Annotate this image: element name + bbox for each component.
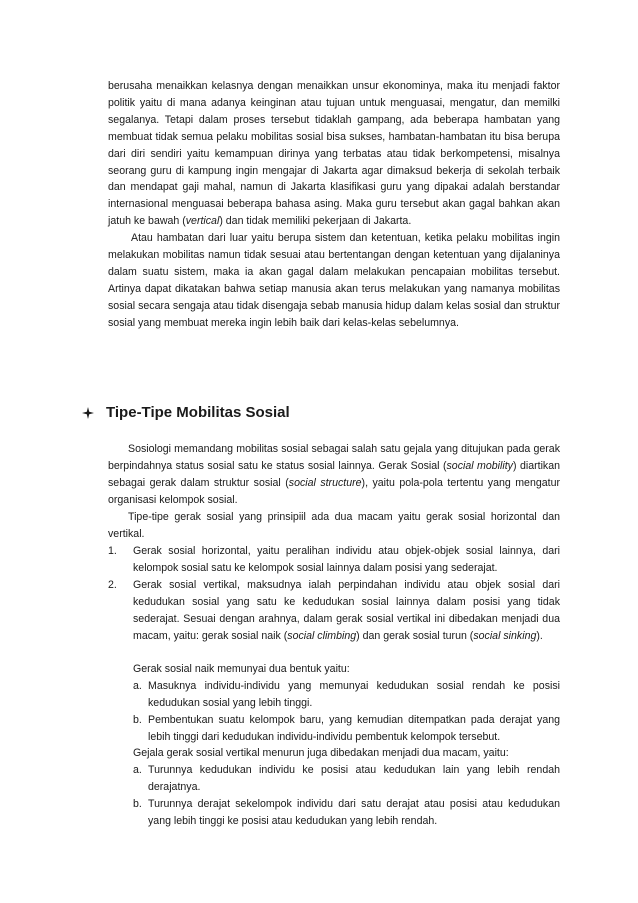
list-number: 1.: [108, 545, 117, 557]
list-item-text: Gerak sosial horizontal, yaitu peralihan individu atau objek-objek sosial lainnya, dari kelompok sosial satu ke kelompok sosial lainnya dalam posisi yang sederajat.: [133, 545, 560, 574]
intro-paragraph-1: berusaha menaikkan kelasnya dengan menaikkan unsur ekonominya, maka itu menjadi faktor politik yaitu di mana adanya keinginan atau tujuan untuk menguasai, mengatur, dan memilki segalanya. Tetapi dalam proses tersebut tidaklah gampang, ada beberapa hambatan yang membuat tidak semua pelaku mobilitas sosial bisa sukses, hambatan-hambatan itu bisa berupa dari diri sendiri yaitu kemampuan dirinya yang terbatas atau tidak berkompetensi, misalnya seorang guru di kampung ingin mengajar di Jakarta agar dimaksud bekerja di sekolah terbaik dan mendapat gaji mahal, namun di Jakarta klasifikasi guru yang dipakai adalah berstandar internasional menguasai beberapa bahasa asing. Maka guru tersebut akan gagal bahkan akan jatuh ke bawah (vertical) dan tidak memiliki pekerjaan di Jakarta.: [108, 80, 560, 228]
list-item-text: Pembentukan suatu kelompok baru, yang kemudian ditempatkan pada derajat yang lebih tinggi dari kedudukan individu-individu pembentuk kelompok tersebut.: [148, 713, 560, 743]
naik-list: [133, 678, 560, 746]
list-item: [108, 577, 560, 645]
type-list: [108, 543, 560, 644]
list-item: [108, 543, 560, 577]
section-title: Tipe-Tipe Mobilitas Sosial: [106, 404, 290, 421]
emphasis-social-climbing: social climbing: [287, 629, 357, 642]
emphasis-social-mobility: social mobility: [446, 459, 513, 472]
list-item: [133, 796, 560, 830]
list-letter: b.: [133, 797, 142, 810]
list-item: [133, 678, 560, 712]
emphasis-vertical: vertical: [185, 215, 220, 228]
list-item-text: Gerak sosial vertikal, maksudnya ialah perpindahan individu atau objek sosial dari kedudukan sosial yang satu ke kedudukan sosial lainnya dalam posisi yang tidak sederajat. Sesuai dengan arahnya, dalam gerak sosial vertikal ini dibedakan menjadi dua macam, yaitu: gerak sosial naik (social climbing) dan gerak sosial turun (social sinking).: [133, 578, 560, 642]
list-item: [133, 762, 560, 796]
section-paragraph-1: Sosiologi memandang mobilitas sosial sebagai salah satu gejala yang ditujukan pada gerak berpindahnya status sosial satu ke status sosial lainnya. Gerak Sosial (social mobility) diartikan sebagai gerak dalam struktur sosial (social structure), yaitu pola-pola tertentu yang mengatur organisasi kelompok sosial.: [108, 443, 561, 506]
turun-intro: Gejala gerak sosial vertikal menurun juga dibedakan menjadi dua macam, yaitu:: [133, 747, 509, 759]
list-item-text: Turunnya derajat sekelompok individu dari satu derajat atau posisi atau kedudukan yang lebih tinggi ke posisi atau kedudukan yang lebih rendah.: [148, 797, 560, 827]
turun-list: [133, 762, 560, 830]
list-number: 2.: [108, 578, 117, 591]
intro-paragraph-2: Atau hambatan dari luar yaitu berupa sistem dan ketentuan, ketika pelaku mobilitas ingin melakukan mobilitas namun tidak sesuai atau bertentangan dengan ketentuan yang dijalaninya dalam suatu sistem, maka ia akan gagal dalam melakukan pencapaian mobilitas tersebut. Artinya dapat dikatakan bahwa setiap manusia akan terus melakukan yang namanya mobilitas sosial secara sengaja atau tidak disengaja sebab manusia hidup dalam kelas sosial dan struktur sosial yang membuat mereka ingin lebih baik dari kelas-kelas sebelumnya.: [108, 232, 560, 329]
emphasis-social-structure: social structure: [288, 476, 362, 489]
list-letter: a.: [133, 764, 142, 776]
section-paragraph-2: Tipe-tipe gerak sosial yang prinsipiil ada dua macam yaitu gerak sosial horizontal dan vertikal.: [108, 511, 560, 540]
list-letter: a.: [133, 680, 142, 692]
list-letter: b.: [133, 713, 142, 726]
list-item: [133, 712, 560, 746]
emphasis-social-sinking: social sinking: [473, 629, 537, 642]
list-item-text: Masuknya individu-individu yang memunyai kedudukan sosial rendah ke posisi kedudukan sosial yang lebih tinggi.: [148, 680, 560, 709]
list-item-text: Turunnya kedudukan individu ke posisi atau kedudukan lain yang lebih rendah derajatnya.: [148, 764, 560, 793]
diamond-bullet-icon: [82, 407, 94, 419]
section-heading: [82, 404, 290, 421]
naik-intro: Gerak sosial naik memunyai dua bentuk yaitu:: [133, 663, 350, 675]
